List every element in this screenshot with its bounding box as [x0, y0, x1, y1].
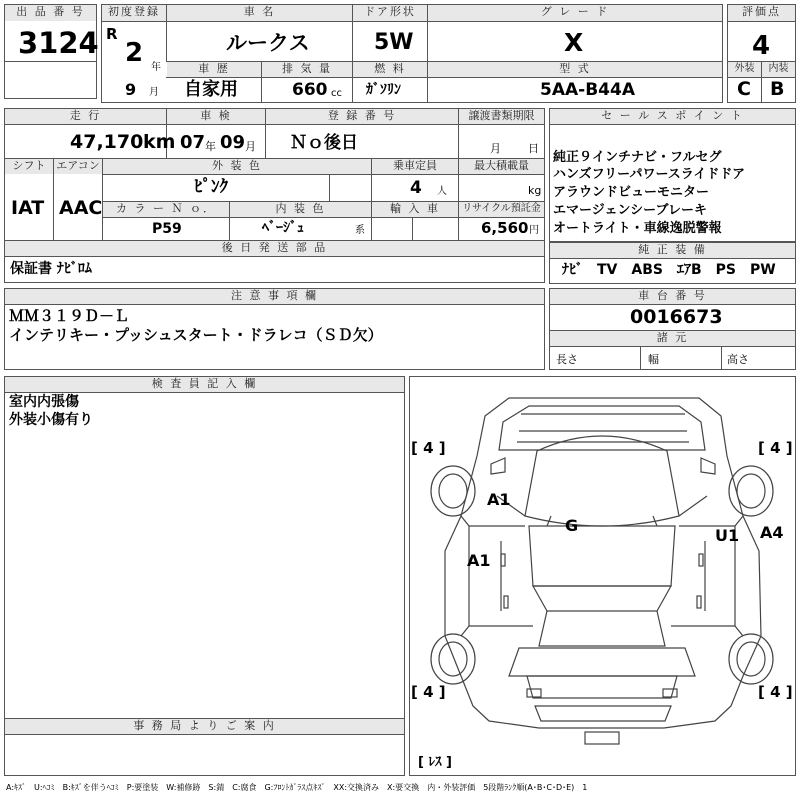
- first-registration-label: 初度登録: [102, 5, 166, 21]
- sales-point-label: セ ー ル ス ポ イ ン ト: [550, 109, 795, 124]
- recycle-fee-unit: 円: [529, 225, 539, 236]
- chassis-number-label: 車 台 番 号: [550, 289, 795, 304]
- max-load-unit: kg: [528, 184, 542, 197]
- tire-tread-rear-left: [ 4 ]: [411, 683, 446, 701]
- door-type-label: ドア形状: [353, 5, 427, 21]
- tire-tread-rear-right: [ 4 ]: [758, 683, 793, 701]
- length-label: 長さ: [556, 353, 578, 366]
- exterior-grade-value: C: [737, 78, 751, 100]
- interior-color-value: ﾍﾞｰｼﾞｭ: [262, 220, 304, 236]
- shift-label: シフト: [5, 159, 53, 174]
- interior-color-label: 内 装 色: [230, 202, 371, 217]
- sales-point-item: ハンズフリーパワースライドドア: [553, 167, 746, 182]
- inspection-year: 07: [180, 132, 206, 153]
- later-parts-value: 保証書 ﾅﾋﾞﾛﾑ: [10, 261, 92, 277]
- inspector-box: [4, 376, 405, 776]
- recycle-fee-value: 6,560: [481, 219, 529, 237]
- damage-mark-a1-lower: A1: [467, 551, 491, 570]
- transfer-month-unit: 月: [490, 142, 501, 155]
- sales-point-item: エマージェンシーブレーキ: [553, 203, 707, 218]
- inspector-line-1: 室内内張傷: [9, 394, 79, 410]
- displacement-unit: cc: [331, 88, 342, 99]
- sales-point-item: オートライト・車線逸脱警報: [553, 221, 722, 236]
- model-label: 型 式: [428, 62, 722, 77]
- notes-label: 注 意 事 項 欄: [5, 289, 544, 304]
- inspector-notes-label: 検 査 員 記 入 欄: [5, 377, 404, 392]
- height-label: 高さ: [727, 353, 749, 366]
- capacity-value: 4: [410, 178, 422, 198]
- displacement-label: 排 気 量: [262, 62, 352, 77]
- shift-value: IAT: [11, 197, 45, 219]
- capacity-label: 乗車定員: [372, 159, 458, 174]
- aircon-label: エアコン: [54, 159, 102, 174]
- era-mark: R: [106, 25, 118, 43]
- score-value: 4: [752, 31, 771, 61]
- recycle-fee-label: リサイクル預託金: [459, 202, 544, 217]
- damage-mark-u1: U1: [715, 526, 740, 545]
- car-damage-diagram: [409, 376, 796, 776]
- inspection-month-unit: 月: [245, 140, 256, 153]
- sales-point-item: アラウンドビューモニター: [553, 185, 710, 200]
- max-load-label: 最大積載量: [459, 159, 544, 174]
- first-registration-year: 2: [125, 38, 144, 68]
- damage-mark-g: G: [565, 516, 579, 535]
- grade-value: X: [564, 28, 584, 57]
- exterior-color-value: ﾋﾟﾝｸ: [194, 177, 228, 197]
- transfer-day-unit: 日: [528, 142, 539, 155]
- car-name-label: 車 名: [167, 5, 352, 21]
- lot-number-label: 出 品 番 号: [5, 5, 96, 21]
- exterior-grade-label: 外装: [728, 62, 761, 77]
- interior-grade-label: 内装: [762, 62, 795, 77]
- registration-number-value: Ｎｏ後日: [290, 133, 358, 153]
- genuine-equipment-label: 純 正 装 備: [550, 243, 795, 258]
- registration-number-label: 登 録 番 号: [266, 109, 458, 124]
- later-parts-label: 後 日 発 送 部 品: [5, 241, 544, 256]
- displacement-value: 660: [292, 80, 328, 100]
- month-unit: 月: [149, 87, 159, 98]
- width-label: 幅: [648, 353, 659, 366]
- genuine-equipment-value: ﾅﾋﾞ TV ABS ｴｱB PS PW: [562, 262, 776, 278]
- inspection-label: 車 検: [167, 109, 265, 124]
- grade-label: グ レ ー ド: [428, 5, 722, 21]
- door-type-value: 5W: [374, 30, 414, 55]
- year-unit: 年: [151, 62, 161, 73]
- exterior-color-label: 外 装 色: [103, 159, 371, 174]
- dimensions-label: 諸 元: [550, 331, 795, 346]
- mileage-label: 走 行: [5, 109, 166, 124]
- sales-point-item: 純正９インチナビ・フルセグ: [553, 150, 722, 165]
- inspector-line-2: 外装小傷有り: [9, 412, 93, 428]
- color-number-label: カ ラ ー Ｎ ｏ．: [103, 202, 229, 217]
- import-label: 輸 入 車: [372, 202, 458, 217]
- first-registration-month: 9: [125, 80, 137, 99]
- fuel-value: ｶﾞｿﾘﾝ: [366, 82, 401, 98]
- history-label: 車 歴: [167, 62, 261, 77]
- fuel-label: 燃 料: [353, 62, 427, 77]
- office-guidance-label: 事 務 局 よ り ご 案 内: [5, 719, 404, 734]
- lot-number-value: 3124: [18, 26, 99, 60]
- damage-mark-a4: A4: [760, 523, 784, 542]
- color-number-value: P59: [152, 221, 182, 237]
- legend-text: A:ｷｽﾞ U:ﾍｺﾐ B:ｷｽﾞを伴うﾍｺﾐ P:要塗装 W:補修跡 S:錆 C:腐食 G:ﾌﾛﾝﾄｶﾞﾗｽ点ｷｽﾞ XX:交換済み X:要交換 内・外装評価 5段階ﾗﾝｸ順(A･B･C･D･E) 1: [6, 783, 588, 792]
- mileage-value: 47,170: [70, 131, 144, 153]
- mileage-unit: km: [143, 131, 176, 153]
- interior-grade-value: B: [770, 78, 785, 100]
- interior-color-suffix: 系: [355, 225, 365, 236]
- inspection-year-unit: 年: [205, 140, 216, 153]
- tire-tread-front-right: [ 4 ]: [758, 439, 793, 457]
- spare-tire-label: [ ﾚｽ ]: [418, 755, 452, 770]
- tire-tread-front-left: [ 4 ]: [411, 439, 446, 457]
- capacity-unit: 人: [437, 186, 447, 197]
- damage-mark-a1-upper: A1: [487, 490, 511, 509]
- model-value: 5AA-B44A: [540, 80, 635, 100]
- notes-line-1: ＭＭ３１９Ｄ－Ｌ: [9, 307, 130, 325]
- transfer-deadline-label: 譲渡書類期限: [459, 109, 544, 124]
- chassis-number-value: 0016673: [630, 306, 723, 328]
- car-name-value: ルークス: [226, 31, 310, 55]
- aircon-value: AAC: [59, 197, 103, 219]
- score-label: 評価点: [728, 5, 795, 21]
- notes-line-2: インテリキー・プッシュスタート・ドラレコ（ＳＤ欠）: [9, 326, 383, 344]
- inspection-month: 09: [220, 132, 246, 153]
- history-value: 自家用: [184, 79, 238, 100]
